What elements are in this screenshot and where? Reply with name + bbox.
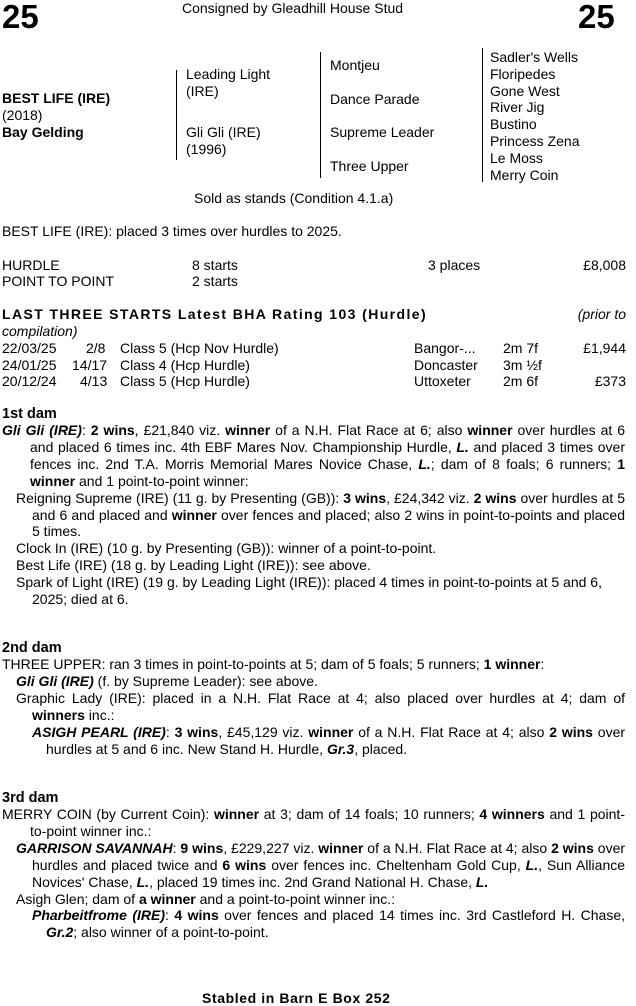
- gen3-2: Floripedes: [490, 65, 556, 82]
- consignor: Consigned by Gleadhill House Stud: [182, 0, 404, 16]
- gen3-5: Bustino: [490, 116, 537, 133]
- last-three-note-cont: compilation): [2, 322, 78, 339]
- dam-year: (1996): [186, 141, 227, 157]
- dam-name: Gli Gli (IRE): [186, 124, 261, 140]
- record-type: HURDLE: [2, 257, 60, 273]
- dam-paragraph: THREE UPPER: ran 3 times in point-to-points at 5; dam of 5 foals; 5 runners; 1 winner:: [2, 656, 545, 672]
- second-dam-section: [2, 656, 625, 757]
- horse-year: (2018): [2, 107, 43, 123]
- last-three-heading: LAST THREE STARTS Latest BHA Rating 103 (Hurdle): [2, 306, 428, 322]
- gen3-6: Princess Zena: [490, 132, 580, 149]
- dam-sire: Supreme Leader: [330, 124, 435, 140]
- last-three-note: (prior to: [577, 306, 626, 322]
- progeny-paragraph: Best Life (IRE) (18 g. by Leading Light (IRE)): see above.: [16, 557, 371, 574]
- stabling-location: Stabled in Barn E Box 252: [202, 990, 391, 1006]
- progeny-paragraph: Gli Gli (IRE) (f. by Supreme Leader): see above.: [16, 672, 318, 689]
- sale-condition: Sold as stands (Condition 4.1.a): [194, 190, 394, 206]
- third-dam-section: [2, 806, 625, 941]
- sire-dam: Dance Parade: [330, 91, 420, 107]
- record-type: POINT TO POINT: [2, 273, 115, 289]
- record-starts: 2 starts: [192, 273, 238, 289]
- gen3-4: River Jig: [490, 99, 545, 116]
- dam-dam: Three Upper: [330, 158, 409, 174]
- first-dam-heading: 1st dam: [2, 406, 57, 422]
- record-starts: 8 starts: [192, 257, 238, 273]
- record-prize: £8,008: [583, 257, 626, 273]
- grand-progeny-paragraph: ASIGH PEARL (IRE): 3 wins, £45,129 viz. winner of a N.H. Flat Race at 4; also 2 wins over hurdles at 5 and 6 inc. New Stand H. Hurdle, Gr.3, placed.: [32, 723, 626, 757]
- gen3-1: Sadler's Wells: [490, 49, 578, 65]
- lot-number-left: 25: [2, 0, 39, 35]
- progeny-paragraph: Reigning Supreme (IRE) (11 g. by Presenting (GB)): 3 wins, £24,342 viz. 2 wins over hurdles at 5 and 6 and placed and winner over fences and placed; also 2 wins in point-to-points and placed 5 times.: [16, 489, 626, 540]
- horse-name: BEST LIFE (IRE): [2, 90, 111, 106]
- pedigree-divider-1: [176, 70, 177, 160]
- third-dam-heading: 3rd dam: [2, 790, 59, 806]
- first-dam-section: [2, 422, 625, 608]
- gen3-8: Merry Coin: [490, 166, 559, 183]
- progeny-paragraph: Asigh Glen; dam of a winner and a point-to-point winner inc.:: [16, 890, 395, 907]
- grand-progeny-paragraph: Pharbeitfrome (IRE): 4 wins over fences and placed 14 times inc. 3rd Castleford H. Chase, Gr.2; also winner of a point-to-point.: [32, 907, 625, 941]
- sire-sire: Montjeu: [330, 57, 380, 73]
- second-dam-heading: 2nd dam: [2, 640, 62, 656]
- last-three-starts: [2, 306, 626, 340]
- pedigree-divider-2: [320, 52, 321, 178]
- progeny-paragraph: Spark of Light (IRE) (19 g. by Leading Light (IRE)): placed 4 times in point-to-points at 5 and 6, 2025; died at 6.: [16, 574, 602, 608]
- lot-number-right: 25: [578, 0, 615, 35]
- dam-paragraph: Gli Gli (IRE): 2 wins, £21,840 viz. winner of a N.H. Flat Race at 6; also winner over hurdles at 6 and placed 6 times inc. 4th EBF Mares Nov. Championship Hurdle, L. and placed 3 times over fences inc. 2nd T.A. Morris Memorial Mares Novice Chase, L.; dam of 8 foals; 6 runners; 1 winner and 1 point-to-point winner:: [2, 422, 626, 489]
- record-places: 3 places: [428, 257, 481, 273]
- dam-paragraph: MERRY COIN (by Current Coin): winner at 3; dam of 14 foals; 10 runners; 4 winners and 1 point-to-point winner inc.:: [2, 806, 625, 839]
- gen3-3: Gone West: [490, 82, 560, 99]
- pedigree-divider-3: [482, 48, 483, 182]
- sire-name: Leading Light: [186, 66, 271, 82]
- sire-origin: (IRE): [186, 83, 219, 99]
- progeny-paragraph: GARRISON SAVANNAH: 9 wins, £229,227 viz. winner of a N.H. Flat Race at 4; also 2 wins over hurdles and placed twice and 6 wins over fences inc. Cheltenham Gold Cup, L., Sun Alliance Novices' Chase, L., placed 19 times inc. 2nd Grand National H. Chase, L.: [16, 839, 626, 890]
- third-generation: [490, 49, 579, 183]
- progeny-paragraph: Graphic Lady (IRE): placed in a N.H. Flat Race at 4; also placed over hurdles at 4; dam of winners inc.:: [16, 689, 625, 723]
- horse-description: Bay Gelding: [2, 124, 84, 140]
- progeny-paragraph: Clock In (IRE) (10 g. by Presenting (GB)): winner of a point-to-point.: [16, 540, 437, 557]
- race-summary: BEST LIFE (IRE): placed 3 times over hurdles to 2025.: [2, 223, 342, 239]
- gen3-7: Le Moss: [490, 149, 543, 166]
